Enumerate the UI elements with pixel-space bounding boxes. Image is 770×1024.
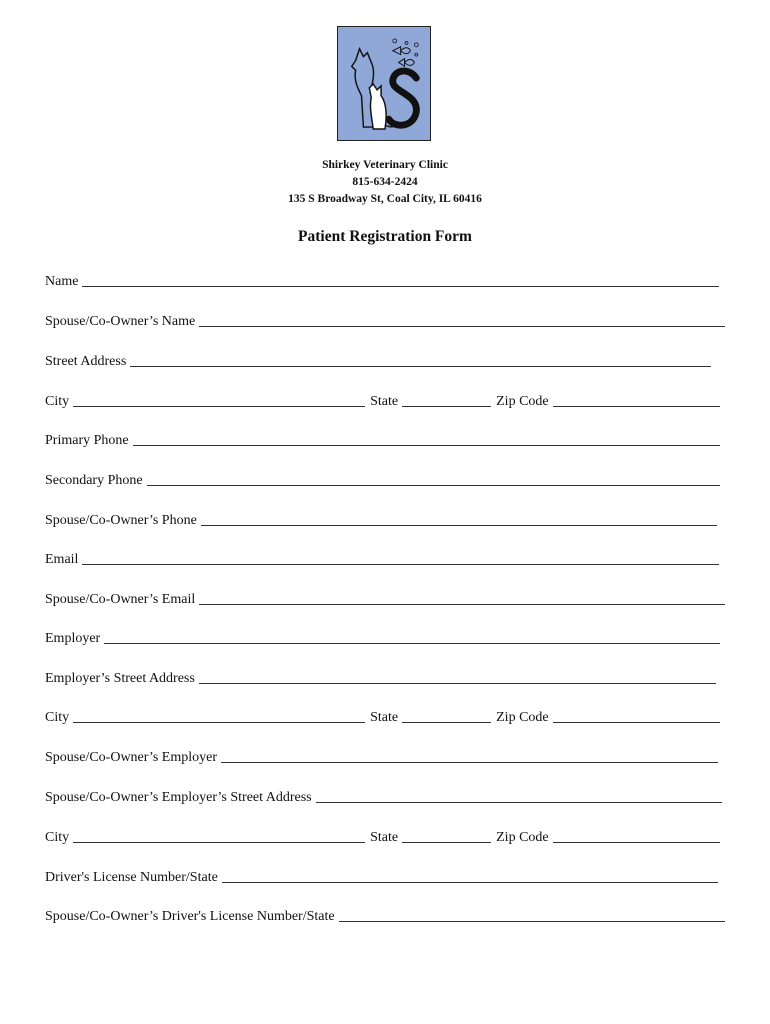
spouse-email-label: Spouse/Co-Owner’s Email (45, 592, 196, 607)
spouse-employer-address-label: Spouse/Co-Owner’s Employer’s Street Address (45, 790, 312, 805)
spouse-name-field[interactable] (199, 326, 725, 327)
street-address-row (45, 350, 725, 370)
city-field[interactable] (73, 406, 365, 407)
clinic-address: 135 S Broadway St, Coal City, IL 60416 (288, 193, 482, 205)
spouse-employer-address-field[interactable] (316, 802, 722, 803)
clinic-phone: 815-634-2424 (352, 176, 418, 188)
employer-address-field[interactable] (199, 683, 716, 684)
spouse-employer-address-row (45, 786, 725, 806)
spouse-employer-state-label: State (370, 830, 399, 845)
primary-phone-field[interactable] (133, 445, 720, 446)
secondary-phone-label: Secondary Phone (45, 473, 143, 488)
employer-city-state-zip-row (45, 706, 725, 726)
spouse-name-label: Spouse/Co-Owner’s Name (45, 314, 196, 329)
zip-code-field[interactable] (553, 406, 720, 407)
employer-state-label: State (370, 710, 399, 725)
spouse-email-row (45, 588, 725, 608)
spouse-employer-label: Spouse/Co-Owner’s Employer (45, 750, 217, 765)
city-state-zip-row (45, 390, 725, 410)
zip-code-label: Zip Code (496, 394, 549, 409)
spouse-employer-zip-code-field[interactable] (553, 842, 720, 843)
name-row (45, 270, 725, 290)
employer-state-field[interactable] (402, 722, 491, 723)
spouse-name-row (45, 310, 725, 330)
employer-row (45, 627, 725, 647)
spouse-email-field[interactable] (199, 604, 725, 605)
spouse-drivers-license-label: Spouse/Co-Owner’s Driver's License Number/State (45, 909, 335, 924)
employer-city-field[interactable] (73, 722, 365, 723)
name-label: Name (45, 274, 79, 289)
email-label: Email (45, 552, 79, 567)
spouse-phone-row (45, 509, 725, 529)
city-label: City (45, 394, 70, 409)
email-row (45, 548, 725, 568)
spouse-drivers-license-row (45, 905, 725, 925)
name-field[interactable] (82, 286, 719, 287)
spouse-employer-field[interactable] (221, 762, 718, 763)
primary-phone-row (45, 429, 725, 449)
cat-and-dog-s-logo-icon (338, 27, 430, 140)
spouse-employer-zip-code-label: Zip Code (496, 830, 549, 845)
employer-address-row (45, 667, 725, 687)
employer-address-label: Employer’s Street Address (45, 671, 195, 686)
clinic-logo-icon (337, 26, 431, 141)
employer-label: Employer (45, 631, 101, 646)
street-address-label: Street Address (45, 354, 127, 369)
state-field[interactable] (402, 406, 491, 407)
primary-phone-label: Primary Phone (45, 433, 129, 448)
spouse-employer-row (45, 746, 725, 766)
spouse-drivers-license-field[interactable] (339, 921, 725, 922)
spouse-employer-city-field[interactable] (73, 842, 365, 843)
email-field[interactable] (82, 564, 719, 565)
clinic-name: Shirkey Veterinary Clinic (322, 159, 448, 171)
employer-city-label: City (45, 710, 70, 725)
spouse-phone-label: Spouse/Co-Owner’s Phone (45, 513, 197, 528)
drivers-license-label: Driver's License Number/State (45, 870, 218, 885)
spouse-employer-state-field[interactable] (402, 842, 491, 843)
spouse-employer-city-label: City (45, 830, 70, 845)
employer-field[interactable] (104, 643, 720, 644)
employer-zip-code-label: Zip Code (496, 710, 549, 725)
street-address-field[interactable] (130, 366, 711, 367)
secondary-phone-field[interactable] (147, 485, 720, 486)
secondary-phone-row (45, 469, 725, 489)
form-title: Patient Registration Form (298, 228, 472, 245)
employer-zip-code-field[interactable] (553, 722, 720, 723)
spouse-employer-city-state-zip-row (45, 826, 725, 846)
spouse-phone-field[interactable] (201, 525, 717, 526)
state-label: State (370, 394, 399, 409)
drivers-license-row (45, 866, 725, 886)
drivers-license-field[interactable] (222, 882, 718, 883)
